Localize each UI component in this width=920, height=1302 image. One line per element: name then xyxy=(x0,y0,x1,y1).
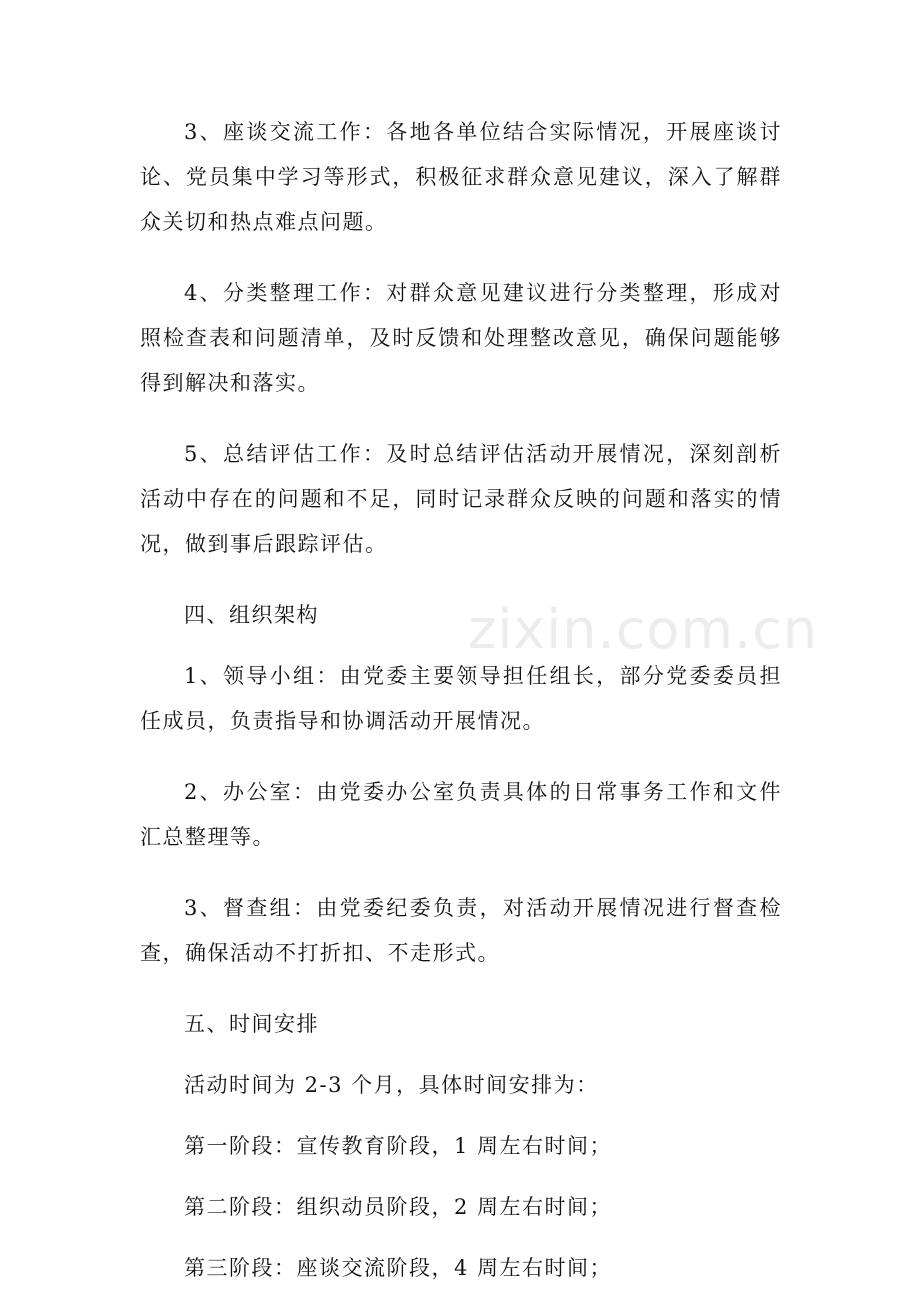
paragraph-classification: 4、分类整理工作：对群众意见建议进行分类整理，形成对照检查表和问题清单，及时反馈和处理整改意见，确保问题能够得到解决和落实。 xyxy=(140,281,782,395)
paragraph-discussion-exchange: 3、座谈交流工作：各地各单位结合实际情况，开展座谈讨论、党员集中学习等形式，积极征求群众意见建议，深入了解群众关切和热点难点问题。 xyxy=(140,120,782,234)
paragraph-office: 2、办公室：由党委办公室负责具体的日常事务工作和文件汇总整理等。 xyxy=(140,780,782,849)
section-heading-schedule: 五、时间安排 xyxy=(184,1012,319,1036)
paragraph-summary-evaluation: 5、总结评估工作：及时总结评估活动开展情况，深刻剖析活动中存在的问题和不足，同时记录群众反映的问题和落实的情况，做到事后跟踪评估。 xyxy=(140,442,782,556)
paragraph-inspection-group: 3、督查组：由党委纪委负责，对活动开展情况进行督查检查，确保活动不打折扣、不走形式。 xyxy=(140,896,782,965)
paragraph-phase-three: 第三阶段：座谈交流阶段，4 周左右时间； xyxy=(184,1256,613,1280)
paragraph-phase-two: 第二阶段：组织动员阶段，2 周左右时间； xyxy=(184,1195,613,1219)
section-heading-organization: 四、组织架构 xyxy=(184,603,319,627)
paragraph-activity-duration: 活动时间为 2-3 个月，具体时间安排为： xyxy=(184,1073,599,1097)
paragraph-phase-one: 第一阶段：宣传教育阶段，1 周左右时间； xyxy=(184,1134,613,1158)
watermark: zixin.com.cn xyxy=(468,598,819,661)
paragraph-leadership-group: 1、领导小组：由党委主要领导担任组长，部分党委委员担任成员，负责指导和协调活动开展情况。 xyxy=(140,664,782,733)
